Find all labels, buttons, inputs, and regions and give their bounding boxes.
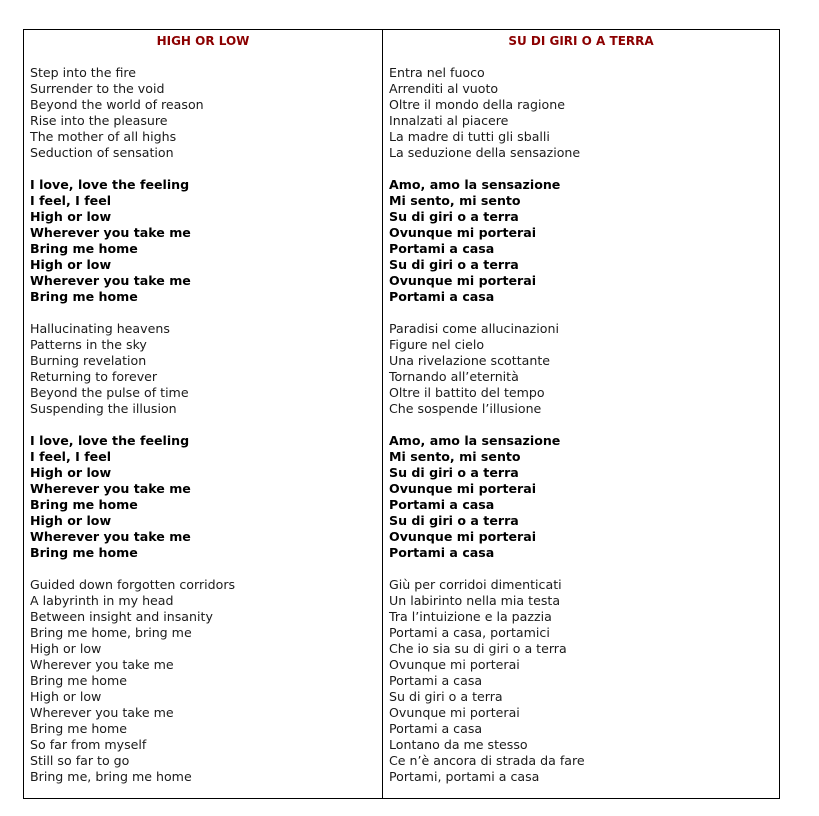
lyric-line: Su di giri o a terra (389, 513, 519, 528)
lyric-line: High or low (30, 513, 112, 528)
lyric-line: Patterns in the sky (30, 337, 147, 352)
lyric-line: Ovunque mi porterai (389, 273, 537, 288)
lyric-line: Su di giri o a terra (389, 465, 519, 480)
lyric-line: Surrender to the void (30, 81, 165, 96)
lyric-line: Oltre il mondo della ragione (389, 97, 565, 112)
lyric-line: The mother of all highs (30, 129, 177, 144)
chorus-stanza (30, 433, 382, 561)
verse-stanza (30, 577, 382, 785)
lyric-line: I love, love the feeling (30, 433, 190, 448)
verse-stanza (389, 321, 779, 417)
lyric-line: Between insight and insanity (30, 609, 213, 624)
lyric-line: Ovunque mi porterai (389, 481, 537, 496)
lyric-line: Su di giri o a terra (389, 689, 503, 704)
lyric-line: High or low (30, 209, 112, 224)
lyric-line: High or low (30, 465, 112, 480)
lyric-line: Bring me home (30, 721, 128, 736)
lyric-line: Wherever you take me (30, 657, 174, 672)
lyric-line: Ovunque mi porterai (389, 657, 520, 672)
lyric-line: High or low (30, 641, 102, 656)
lyric-line: Bring me home (30, 289, 138, 304)
lyric-line: Hallucinating heavens (30, 321, 170, 336)
lyric-line: Bring me home, bring me (30, 625, 192, 640)
lyric-line: Amo, amo la sensazione (389, 433, 561, 448)
italian-title: SU DI GIRI O A TERRA (508, 34, 654, 48)
lyric-line: Ovunque mi porterai (389, 529, 537, 544)
italian-stanzas (389, 65, 779, 785)
lyric-line: Portami a casa (389, 289, 495, 304)
lyric-line: Rise into the pleasure (30, 113, 168, 128)
verse-stanza (389, 577, 779, 785)
lyric-line: Bring me, bring me home (30, 769, 192, 784)
lyric-line: Wherever you take me (30, 273, 191, 288)
lyric-line: Guided down forgotten corridors (30, 577, 236, 592)
lyric-line: La seduzione della sensazione (389, 145, 581, 160)
english-lyrics-column (24, 30, 383, 798)
lyric-line: Ce n’è ancora di strada da fare (389, 753, 585, 768)
lyric-line: Ovunque mi porterai (389, 705, 520, 720)
lyric-line: Una rivelazione scottante (389, 353, 551, 368)
lyric-line: La madre di tutti gli sballi (389, 129, 550, 144)
verse-stanza (389, 65, 779, 161)
lyric-line: Returning to forever (30, 369, 158, 384)
lyric-line: Giù per corridoi dimenticati (389, 577, 562, 592)
lyric-line: Wherever you take me (30, 529, 191, 544)
lyric-line: Arrenditi al vuoto (389, 81, 499, 96)
lyric-line: Bring me home (30, 673, 128, 688)
lyric-line: Wherever you take me (30, 481, 191, 496)
lyric-line: Suspending the illusion (30, 401, 177, 416)
lyric-line: Tra l’intuizione e la pazzia (389, 609, 552, 624)
lyric-line: Entra nel fuoco (389, 65, 485, 80)
lyric-line: Step into the fire (30, 65, 137, 80)
lyric-line: Portami a casa (389, 241, 495, 256)
lyric-line: Innalzati al piacere (389, 113, 509, 128)
lyric-line: Portami a casa (389, 721, 483, 736)
lyric-line: Seduction of sensation (30, 145, 174, 160)
lyric-line: Mi sento, mi sento (389, 449, 521, 464)
lyric-line: Su di giri o a terra (389, 257, 519, 272)
lyric-line: Oltre il battito del tempo (389, 385, 545, 400)
english-stanzas (30, 65, 382, 785)
lyric-line: Wherever you take me (30, 705, 174, 720)
lyric-line: Beyond the pulse of time (30, 385, 189, 400)
lyric-line: Portami a casa (389, 673, 483, 688)
lyric-line: So far from myself (30, 737, 147, 752)
lyric-line: Mi sento, mi sento (389, 193, 521, 208)
lyric-line: Su di giri o a terra (389, 209, 519, 224)
lyric-line: Bring me home (30, 545, 138, 560)
lyric-line: I love, love the feeling (30, 177, 190, 192)
lyric-line: Che io sia su di giri o a terra (389, 641, 567, 656)
lyric-line: Beyond the world of reason (30, 97, 204, 112)
verse-stanza (30, 65, 382, 161)
lyric-line: Ovunque mi porterai (389, 225, 537, 240)
lyric-line: Che sospende l’illusione (389, 401, 542, 416)
lyric-line: High or low (30, 257, 112, 272)
lyric-line: Figure nel cielo (389, 337, 485, 352)
lyric-line: A labyrinth in my head (30, 593, 174, 608)
lyric-line: High or low (30, 689, 102, 704)
lyric-line: I feel, I feel (30, 449, 112, 464)
lyric-line: Portami a casa (389, 545, 495, 560)
lyric-line: Portami a casa (389, 497, 495, 512)
lyric-line: Lontano da me stesso (389, 737, 528, 752)
english-title: HIGH OR LOW (156, 34, 250, 48)
verse-stanza (30, 321, 382, 417)
lyric-line: Tornando all’eternità (389, 369, 519, 384)
lyric-line: Bring me home (30, 241, 138, 256)
chorus-stanza (389, 433, 779, 561)
lyric-line: Un labirinto nella mia testa (389, 593, 561, 608)
lyrics-table (23, 29, 780, 799)
lyric-line: Portami, portami a casa (389, 769, 540, 784)
chorus-stanza (389, 177, 779, 305)
chorus-stanza (30, 177, 382, 305)
lyric-line: Wherever you take me (30, 225, 191, 240)
lyric-line: Paradisi come allucinazioni (389, 321, 559, 336)
lyric-line: Burning revelation (30, 353, 147, 368)
lyric-line: Bring me home (30, 497, 138, 512)
lyric-line: Portami a casa, portamici (389, 625, 550, 640)
lyric-line: Amo, amo la sensazione (389, 177, 561, 192)
italian-lyrics-column (383, 30, 779, 798)
lyric-line: I feel, I feel (30, 193, 112, 208)
lyric-line: Still so far to go (30, 753, 130, 768)
